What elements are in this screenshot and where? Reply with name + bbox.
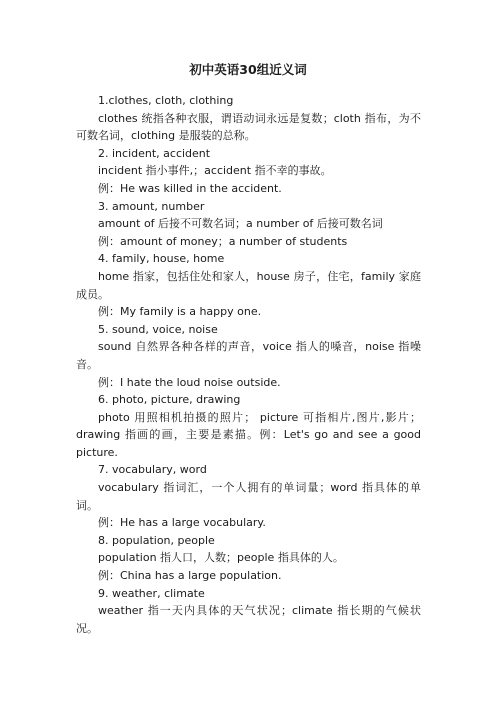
heading-9: 9. weather, climate [98, 586, 205, 600]
example-5: 例：I hate the loud noise outside. [98, 375, 281, 389]
paragraph-1: clothes 统指各种衣服，谓语动词永远是复数；cloth 指布，为不可数名词，clothing 是服装的总称。 [76, 111, 421, 143]
heading-5: 5. sound, voice, noise [98, 322, 218, 336]
paragraph-7: vocabulary 指词汇，一个人拥有的单词量；word 指具体的单词。 [76, 481, 421, 512]
document-body [76, 92, 421, 637]
paragraph-5: sound 自然界各种各样的声音，voice 指人的嗓音，noise 指噪音。 [76, 340, 421, 371]
example-4: 例：My family is a happy one. [98, 305, 262, 319]
paragraph-3: amount of 后接不可数名词；a number of 后接可数名词 [98, 217, 383, 231]
paragraph-4: home 指家，包括住处和家人，house 房子，住宅，family 家庭成员。 [76, 269, 421, 301]
paragraph-9: weather 指一天内具体的天气状况；climate 指长期的气候状况。 [76, 604, 421, 635]
heading-3: 3. amount, number [98, 199, 205, 213]
example-3: 例：amount of money；a number of students [98, 234, 348, 248]
example-7: 例：He has a large vocabulary. [98, 516, 266, 530]
example-8: 例：China has a large population. [98, 569, 282, 583]
example-2: 例：He was killed in the accident. [98, 181, 282, 195]
paragraph-2: incident 指小事件,；accident 指不幸的事故。 [98, 164, 332, 178]
heading-7: 7. vocabulary, word [98, 463, 207, 477]
paragraph-6: photo 用照相机拍摄的照片； picture 可指相片,图片,影片；drawing 指画的画，主要是素描。例：Let's go and see a good picture. [76, 410, 421, 459]
heading-8: 8. population, people [98, 533, 215, 547]
document-title: 初中英语30组近义词 [189, 62, 307, 77]
heading-6: 6. photo, picture, drawing [98, 393, 241, 407]
heading-2: 2. incident, accident [98, 146, 211, 160]
heading-4: 4. family, house, home [98, 252, 225, 266]
paragraph-8: population 指人口，人数；people 指具体的人。 [98, 551, 344, 565]
heading-1: 1.clothes, cloth, clothing [98, 94, 234, 107]
